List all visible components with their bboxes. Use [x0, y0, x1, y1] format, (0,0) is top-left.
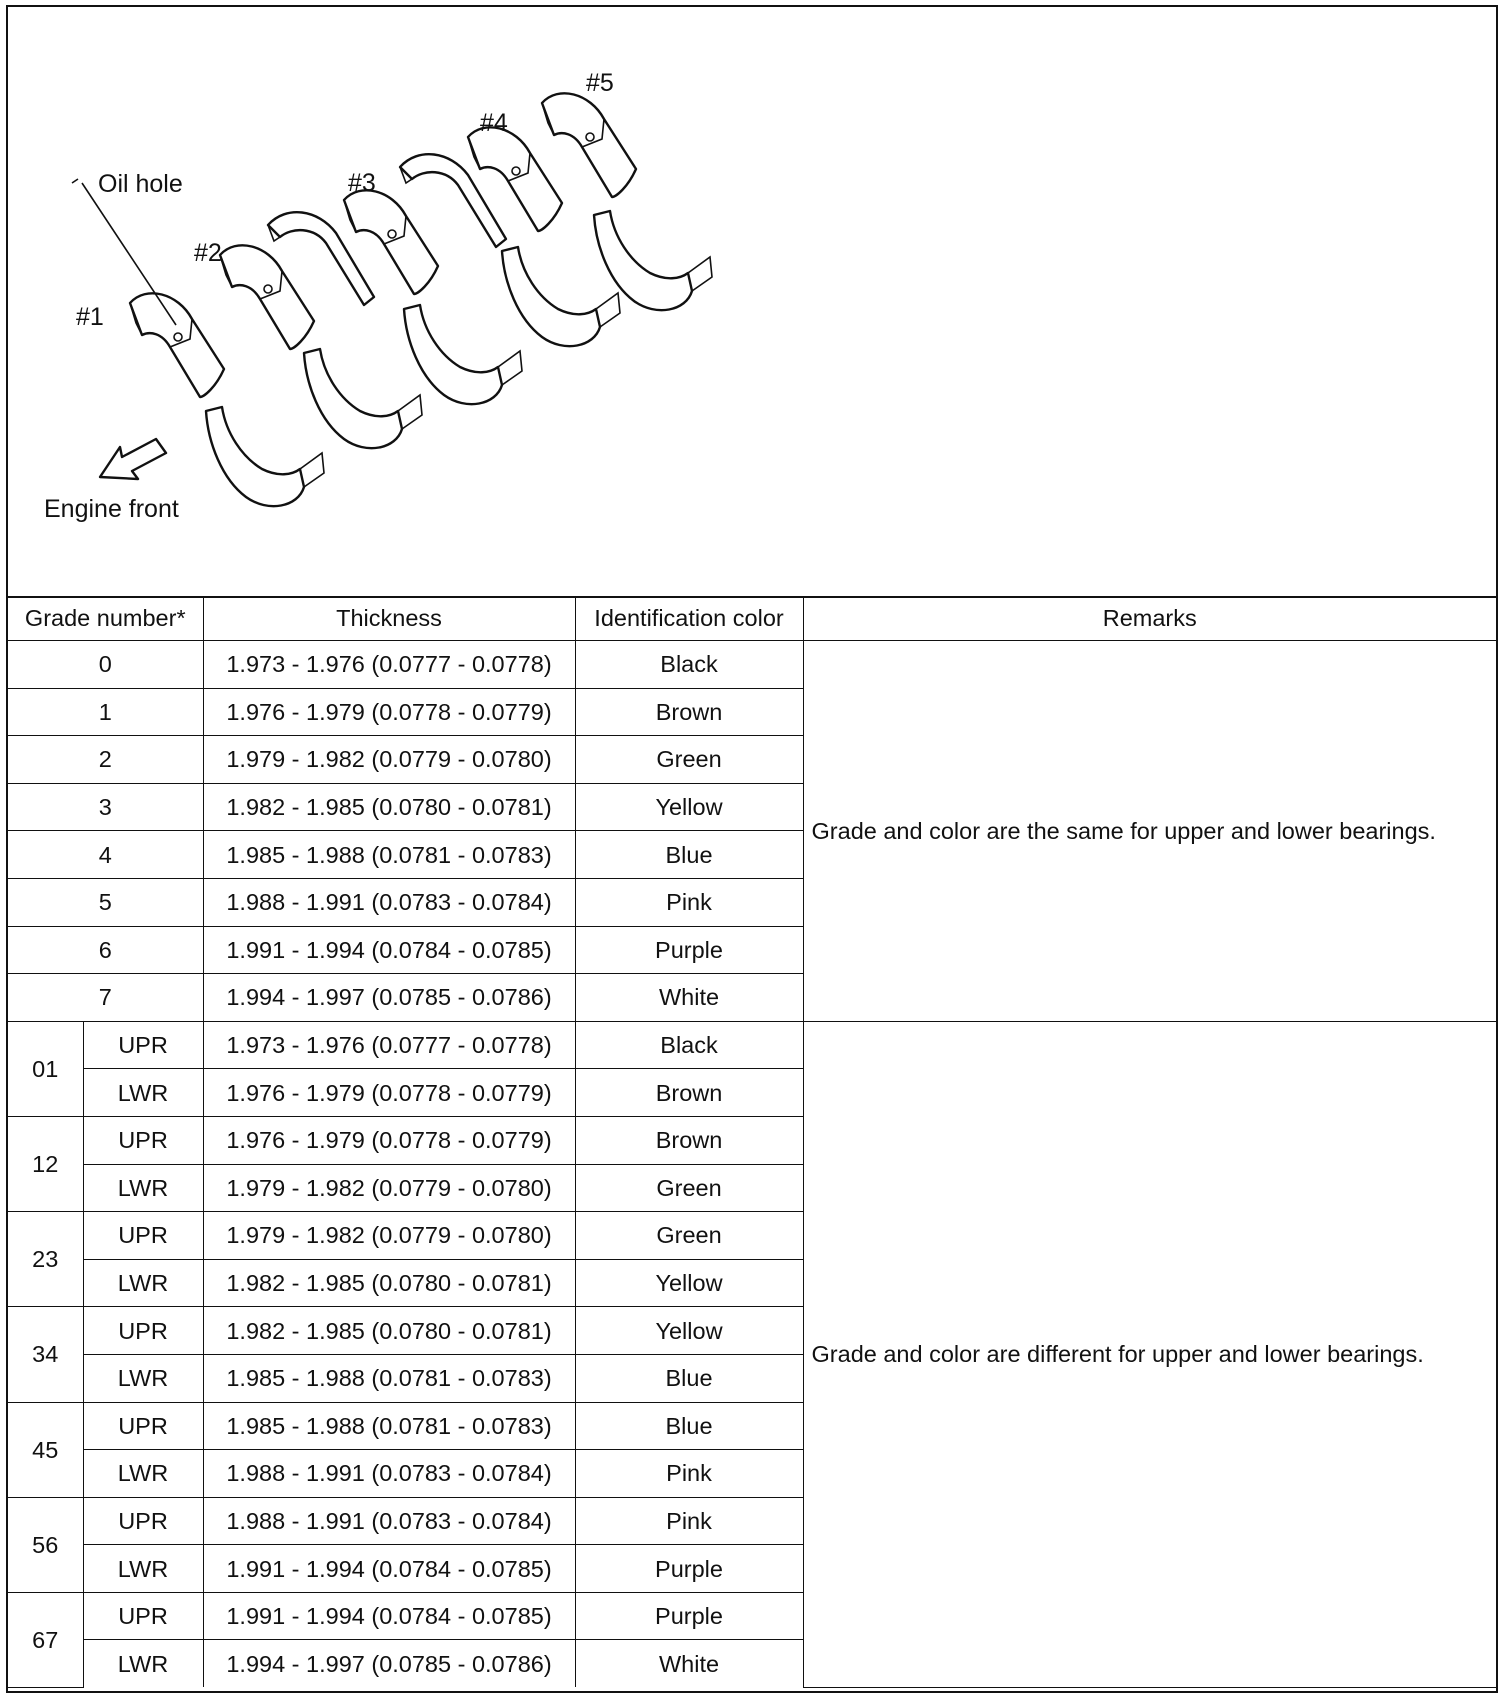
- position-cell: LWR: [83, 1640, 203, 1687]
- position-cell: LWR: [83, 1450, 203, 1498]
- document-frame: [6, 5, 1498, 1693]
- color-cell: White: [575, 1640, 803, 1687]
- bearing-illustration: [8, 7, 1496, 598]
- thickness-cell: 1.979 - 1.982 (0.0779 - 0.0780): [203, 736, 575, 784]
- combined-grade-cell: 23: [8, 1212, 83, 1307]
- header-grade: Grade number*: [8, 596, 203, 641]
- grade-cell: 5: [8, 878, 203, 926]
- thickness-cell: 1.982 - 1.985 (0.0780 - 0.0781): [203, 1259, 575, 1307]
- bearing-diagram: [8, 7, 1496, 596]
- color-cell: Blue: [575, 831, 803, 879]
- grade-cell: 6: [8, 926, 203, 974]
- color-cell: Purple: [575, 926, 803, 974]
- bearing-number-2: #2: [194, 239, 222, 267]
- color-cell: Brown: [575, 1069, 803, 1117]
- grade-cell: 0: [8, 641, 203, 689]
- position-cell: UPR: [83, 1116, 203, 1164]
- engine-front-label: Engine front: [44, 495, 179, 523]
- lower-bearing-3: [404, 305, 522, 404]
- grade-cell: 3: [8, 783, 203, 831]
- thickness-cell: 1.991 - 1.994 (0.0784 - 0.0785): [203, 1545, 575, 1593]
- thickness-cell: 1.994 - 1.997 (0.0785 - 0.0786): [203, 974, 575, 1022]
- lower-bearing-4: [502, 247, 620, 346]
- thickness-cell: 1.982 - 1.985 (0.0780 - 0.0781): [203, 1307, 575, 1355]
- thickness-cell: 1.979 - 1.982 (0.0779 - 0.0780): [203, 1164, 575, 1212]
- remarks-different-cell: Grade and color are different for upper and lower bearings.: [803, 1021, 1496, 1687]
- oil-hole-label: Oil hole: [98, 170, 183, 198]
- table-row: [8, 641, 1496, 689]
- combined-grade-cell: 12: [8, 1116, 83, 1211]
- position-cell: UPR: [83, 1307, 203, 1355]
- thickness-cell: 1.976 - 1.979 (0.0778 - 0.0779): [203, 1069, 575, 1117]
- upper-bearing-5: [542, 93, 636, 197]
- color-cell: Pink: [575, 878, 803, 926]
- color-cell: Yellow: [575, 1307, 803, 1355]
- thickness-cell: 1.982 - 1.985 (0.0780 - 0.0781): [203, 783, 575, 831]
- lower-bearing-5: [594, 211, 712, 310]
- header-color: Identification color: [575, 596, 803, 641]
- grade-cell: 1: [8, 688, 203, 736]
- thickness-cell: 1.988 - 1.991 (0.0783 - 0.0784): [203, 878, 575, 926]
- bearing-number-5: #5: [586, 69, 614, 97]
- combined-grade-cell: 45: [8, 1402, 83, 1497]
- thickness-cell: 1.991 - 1.994 (0.0784 - 0.0785): [203, 1592, 575, 1640]
- remarks-same-cell: Grade and color are the same for upper and lower bearings.: [803, 641, 1496, 1022]
- color-cell: Black: [575, 1021, 803, 1069]
- thickness-cell: 1.988 - 1.991 (0.0783 - 0.0784): [203, 1497, 575, 1545]
- upper-bearing-2: [220, 245, 314, 349]
- thickness-cell: 1.976 - 1.979 (0.0778 - 0.0779): [203, 688, 575, 736]
- combined-grade-cell: 56: [8, 1497, 83, 1592]
- table-header-row: [8, 596, 1496, 641]
- color-cell: Brown: [575, 1116, 803, 1164]
- position-cell: UPR: [83, 1497, 203, 1545]
- engine-front-arrow: [100, 439, 166, 479]
- color-cell: White: [575, 974, 803, 1022]
- position-cell: LWR: [83, 1259, 203, 1307]
- position-cell: LWR: [83, 1069, 203, 1117]
- thickness-cell: 1.985 - 1.988 (0.0781 - 0.0783): [203, 1354, 575, 1402]
- bearing-number-4: #4: [480, 109, 508, 137]
- position-cell: UPR: [83, 1021, 203, 1069]
- color-cell: Purple: [575, 1592, 803, 1640]
- thickness-cell: 1.973 - 1.976 (0.0777 - 0.0778): [203, 641, 575, 689]
- bearing-number-3: #3: [348, 169, 376, 197]
- lower-bearing-1: [206, 407, 324, 506]
- grade-cell: 4: [8, 831, 203, 879]
- color-cell: Green: [575, 1164, 803, 1212]
- thickness-cell: 1.991 - 1.994 (0.0784 - 0.0785): [203, 926, 575, 974]
- header-remarks: Remarks: [803, 596, 1496, 641]
- thickness-cell: 1.976 - 1.979 (0.0778 - 0.0779): [203, 1116, 575, 1164]
- upper-bearing-1: [130, 293, 224, 397]
- position-cell: LWR: [83, 1545, 203, 1593]
- color-cell: Green: [575, 736, 803, 784]
- thickness-cell: 1.985 - 1.988 (0.0781 - 0.0783): [203, 831, 575, 879]
- grade-cell: 2: [8, 736, 203, 784]
- position-cell: LWR: [83, 1354, 203, 1402]
- position-cell: UPR: [83, 1402, 203, 1450]
- color-cell: Pink: [575, 1497, 803, 1545]
- thickness-cell: 1.973 - 1.976 (0.0777 - 0.0778): [203, 1021, 575, 1069]
- color-cell: Blue: [575, 1354, 803, 1402]
- grade-cell: 7: [8, 974, 203, 1022]
- bearing-grade-table: [8, 596, 1496, 1688]
- position-cell: UPR: [83, 1212, 203, 1260]
- color-cell: Purple: [575, 1545, 803, 1593]
- combined-grade-cell: 01: [8, 1021, 83, 1116]
- thickness-cell: 1.979 - 1.982 (0.0779 - 0.0780): [203, 1212, 575, 1260]
- color-cell: Pink: [575, 1450, 803, 1498]
- thickness-cell: 1.994 - 1.997 (0.0785 - 0.0786): [203, 1640, 575, 1687]
- table-row: [8, 1021, 1496, 1069]
- lower-bearing-2: [304, 349, 422, 448]
- thickness-cell: 1.985 - 1.988 (0.0781 - 0.0783): [203, 1402, 575, 1450]
- color-cell: Black: [575, 641, 803, 689]
- position-cell: LWR: [83, 1164, 203, 1212]
- color-cell: Yellow: [575, 783, 803, 831]
- thickness-cell: 1.988 - 1.991 (0.0783 - 0.0784): [203, 1450, 575, 1498]
- color-cell: Blue: [575, 1402, 803, 1450]
- combined-grade-cell: 67: [8, 1592, 83, 1687]
- header-thickness: Thickness: [203, 596, 575, 641]
- color-cell: Yellow: [575, 1259, 803, 1307]
- color-cell: Green: [575, 1212, 803, 1260]
- position-cell: UPR: [83, 1592, 203, 1640]
- bearing-number-1: #1: [76, 303, 104, 331]
- combined-grade-cell: 34: [8, 1307, 83, 1402]
- color-cell: Brown: [575, 688, 803, 736]
